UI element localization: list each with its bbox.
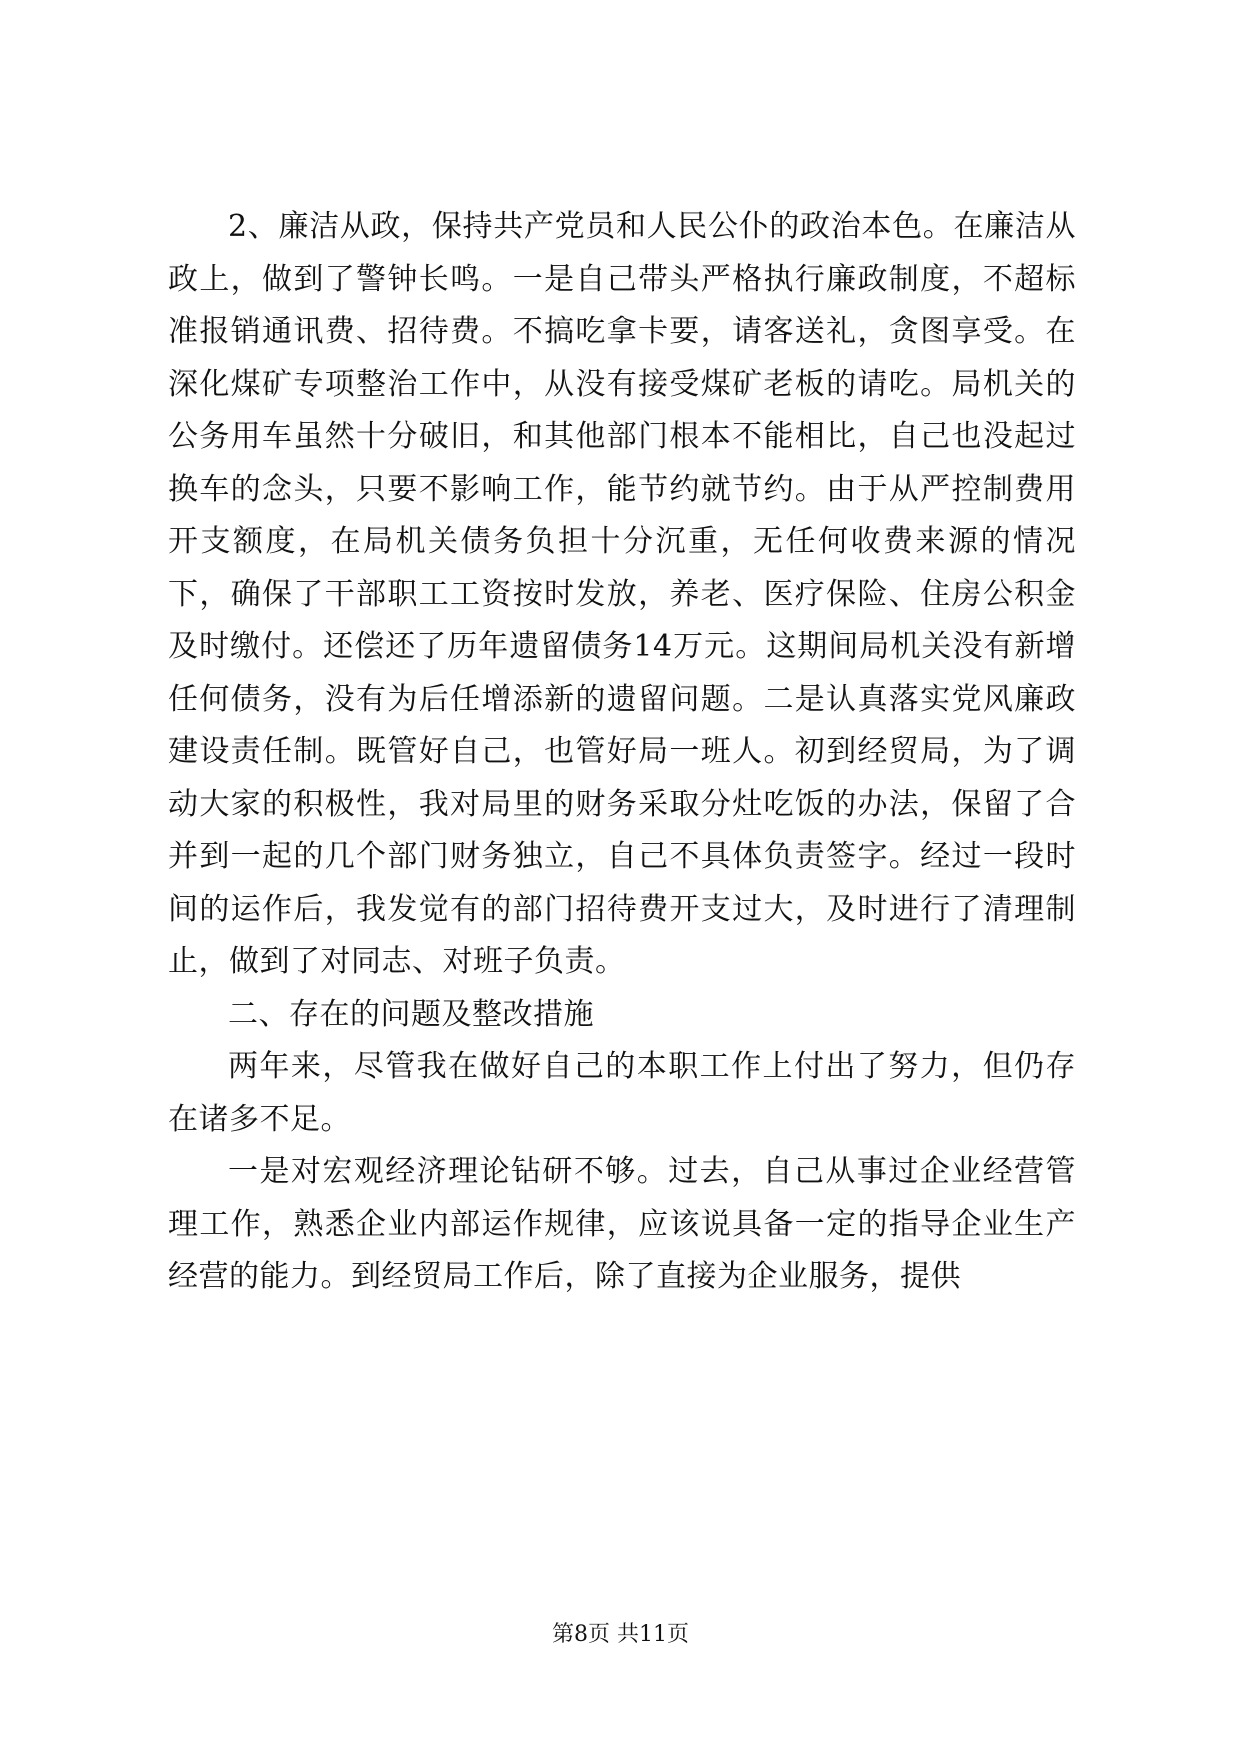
- paragraph-integrity: 2、廉洁从政，保持共产党员和人民公仆的政治本色。在廉洁从政上，做到了警钟长鸣。一是自己带头严格执行廉政制度，不超标准报销通讯费、招待费。不搞吃拿卡要，请客送礼，贪图享受。在深化煤矿专项整治工作中，从没有接受煤矿老板的请吃。局机关的公务用车虽然十分破旧，和其他部门根本不能相比，自己也没起过换车的念头，只要不影响工作，能节约就节约。由于从严控制费用开支额度，在局机关债务负担十分沉重，无任何收费来源的情况下，确保了干部职工工资按时发放，养老、医疗保险、住房公积金及时缴付。还偿还了历年遗留债务14万元。这期间局机关没有新增任何债务，没有为后任增添新的遗留问题。二是认真落实党风廉政建设责任制。既管好自己，也管好局一班人。初到经贸局，为了调动大家的积极性，我对局里的财务采取分灶吃饭的办法，保留了合并到一起的几个部门财务独立，自己不具体负责签字。经过一段时间的运作后，我发觉有的部门招待费开支过大，及时进行了清理制止，做到了对同志、对班子负责。: [168, 209, 1076, 979]
- section-heading-problems: 二、存在的问题及整改措施: [228, 996, 594, 1032]
- paragraph-macro-economics: 一是对宏观经济理论钻研不够。过去，自己从事过企业经营管理工作，熟悉企业内部运作规律，应该说具备一定的指导企业生产经营的能力。到经贸局工作后，除了直接为企业服务，提供: [168, 1154, 1076, 1294]
- paragraph-shortcomings-intro: 两年来，尽管我在做好自己的本职工作上付出了努力，但仍存在诸多不足。: [168, 1049, 1076, 1137]
- page-footer: 第8页 共11页: [552, 1622, 689, 1647]
- document-body: [168, 201, 1076, 1304]
